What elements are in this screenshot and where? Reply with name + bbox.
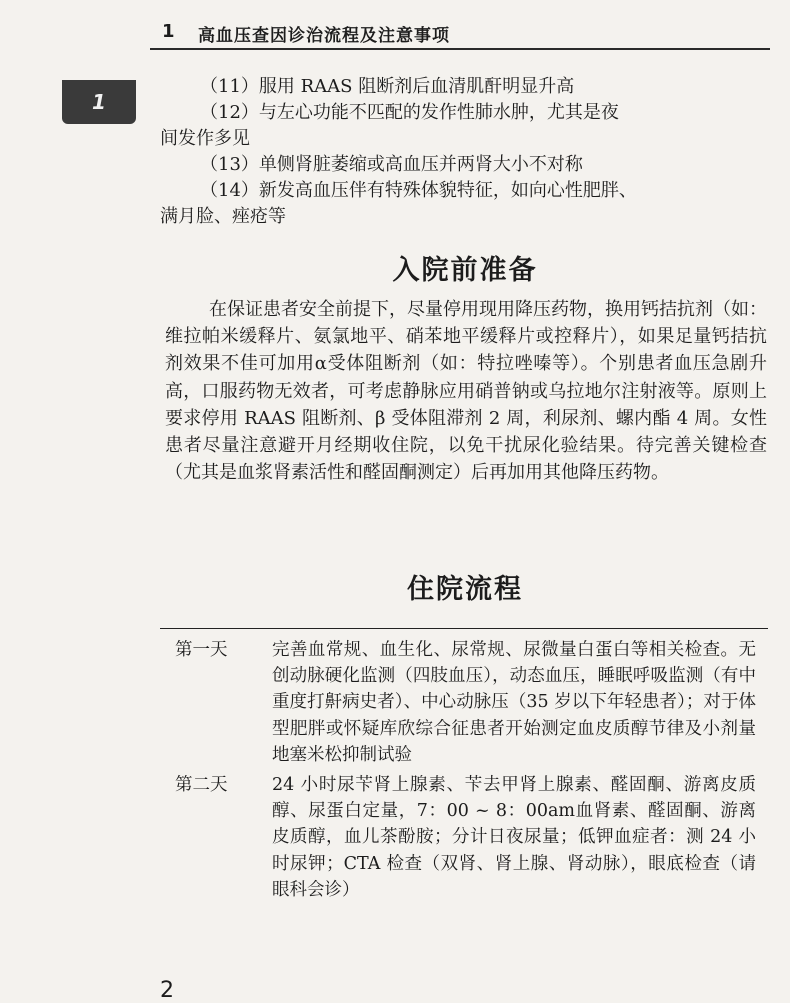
list-item: （13）单侧肾脏萎缩或高血压并两肾大小不对称 — [200, 154, 583, 175]
day-content: 完善血常规、血生化、尿常规、尿微量白蛋白等相关检查。无创动脉硬化监测（四肢血压），动态血压，睡眠呼吸监测（有中重度打鼾病史者）、中心动脉压（35 岁以下年轻患者）；对于体型肥胖或怀疑库欣综合征患者开始测定血皮质醇节律及小剂量地塞米松抑制试验 — [272, 640, 756, 765]
page-number: 2 — [160, 978, 174, 1003]
day-label: 第一天 — [175, 640, 228, 660]
chapter-tab-number: 1 — [92, 90, 106, 114]
list-item-continuation: 间发作多见 — [160, 128, 250, 149]
table-row — [160, 637, 768, 768]
running-head: 高血压查因诊治流程及注意事项 — [198, 26, 450, 46]
list-item: （12）与左心功能不匹配的发作性肺水肿，尤其是夜 — [200, 102, 619, 123]
list-item: （11）服用 RAAS 阻断剂后血清肌酐明显升高 — [200, 76, 575, 97]
page-header — [150, 18, 770, 50]
admission-paragraph: 在保证患者安全前提下，尽量停用现用降压药物，换用钙拮抗剂（如：维拉帕米缓释片、氨氯地平、硝苯地平缓释片或控释片），如果足量钙拮抗剂效果不佳可加用α受体阻断剂（如：特拉唑嗪等）。个别患者血压急剧升高，口服药物无效者，可考虑静脉应用硝普钠或乌拉地尔注射液等。原则上要求停用 RAAS 阻断剂、β 受体阻滞剂 2 周，利尿剂、螺内酯 4 周。女性患者尽量注意避开月经期收住院，以免干扰尿化验结果。待完善关键检查（尤其是血浆肾素活性和醛固酮测定）后再加用其他降压药物。 — [165, 299, 767, 484]
day-content: 24 小时尿苄肾上腺素、苄去甲肾上腺素、醛固酮、游离皮质醇、尿蛋白定量，7：00 ~ 8：00am血肾素、醛固酮、游离皮质醇，血儿茶酚胺；分计日夜尿量；低钾血症者：测 24 小时尿钾；CTA 检查（双肾、肾上腺、肾动脉），眼底检查（请眼科会诊） — [272, 775, 756, 900]
section-title-process: 住院流程 — [407, 574, 523, 605]
table-row — [160, 772, 768, 903]
day-label: 第二天 — [175, 775, 228, 796]
list-item-continuation: 满月脸、痤疮等 — [160, 206, 286, 227]
process-table — [160, 628, 768, 903]
list-item: （14）新发高血压伴有特殊体貌特征，如向心性肥胖、 — [200, 180, 637, 201]
chapter-number: 1 — [162, 21, 175, 42]
chapter-tab — [62, 80, 136, 124]
section-title-admission: 入院前准备 — [392, 255, 538, 286]
criteria-list — [160, 74, 770, 230]
